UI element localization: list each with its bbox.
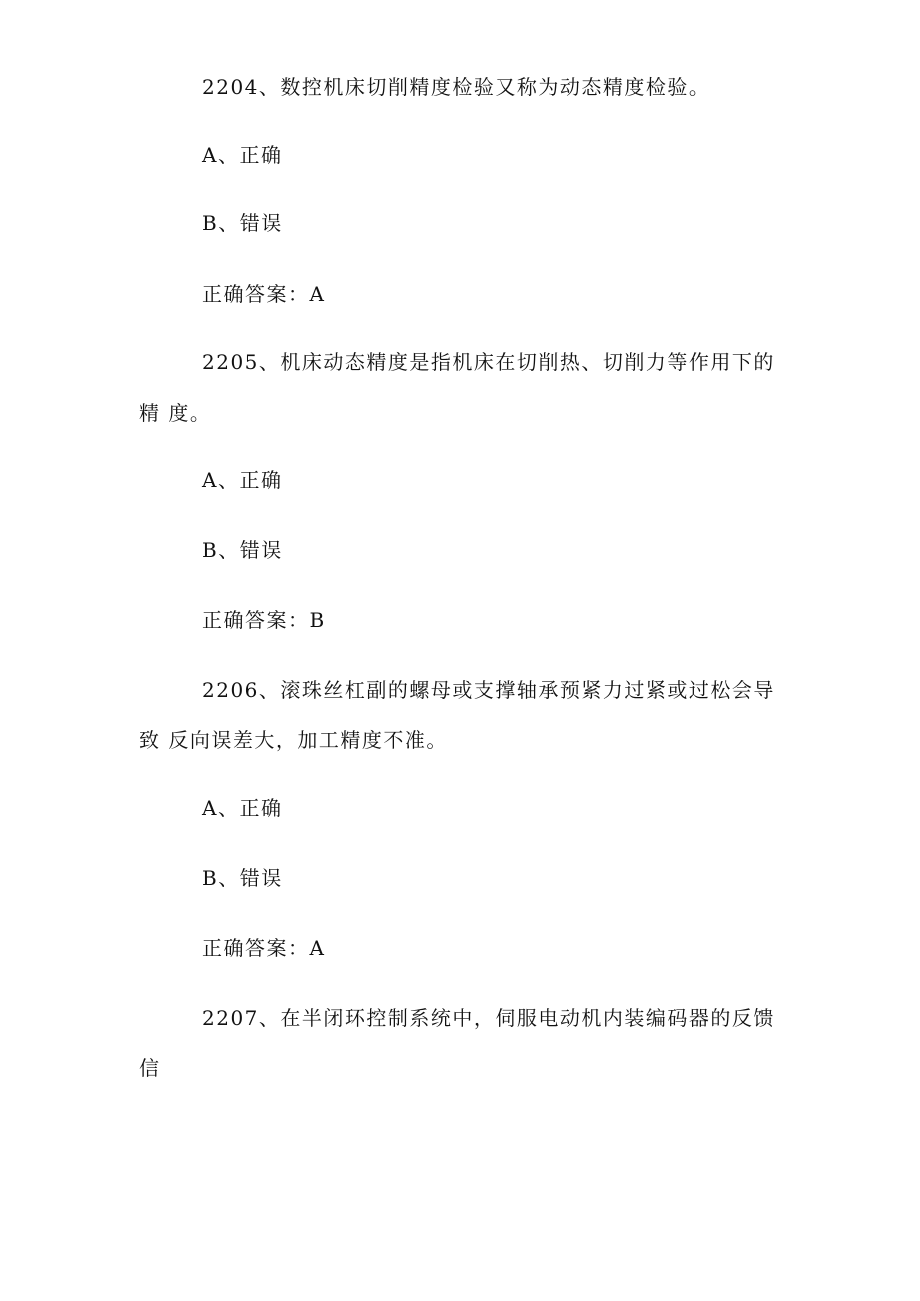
question-2205-option-a: A、正确 xyxy=(202,468,283,492)
question-2205-answer: 正确答案：B xyxy=(202,608,326,632)
question-2205-stem: 2205、机床动态精度是指机床在切削热、切削力等作用下的 xyxy=(202,350,775,374)
question-2204-option-a: A、正确 xyxy=(202,143,283,167)
question-2205-option-b: B、错误 xyxy=(202,538,283,562)
question-2207-stem: 2207、在半闭环控制系统中，伺服电动机内装编码器的反馈 xyxy=(202,1006,775,1030)
question-2204-option-b: B、错误 xyxy=(202,211,283,235)
question-2204-stem: 2204、数控机床切削精度检验又称为动态精度检验。 xyxy=(202,75,711,99)
question-2205-stem-continued: 精 度。 xyxy=(139,401,212,425)
question-2207-stem-continued: 信 xyxy=(139,1056,161,1080)
question-2206-answer: 正确答案：A xyxy=(202,936,326,960)
question-2206-option-b: B、错误 xyxy=(202,866,283,890)
question-2206-stem: 2206、滚珠丝杠副的螺母或支撑轴承预紧力过紧或过松会导 xyxy=(202,678,775,702)
question-2206-stem-continued: 致 反向误差大，加工精度不准。 xyxy=(139,728,448,752)
question-2206-option-a: A、正确 xyxy=(202,796,283,820)
question-2204-answer: 正确答案：A xyxy=(202,282,326,306)
